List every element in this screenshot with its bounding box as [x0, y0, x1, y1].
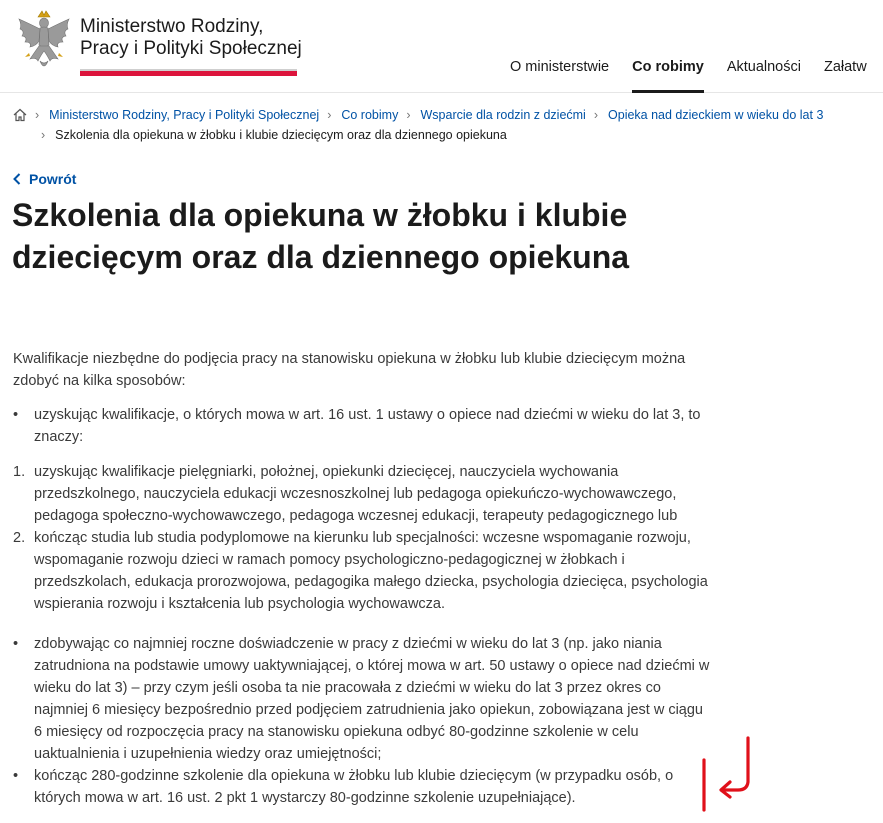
list-item	[13, 765, 713, 809]
flag-stripe	[80, 69, 297, 76]
chevron-left-icon	[13, 173, 21, 185]
main-nav	[510, 58, 883, 92]
chevron-right-icon: ›	[35, 108, 40, 122]
home-icon[interactable]	[13, 108, 27, 122]
list-item-text: kończąc 280-godzinne szkolenie dla opiekuna w żłobku lub klubie dziecięcym (w przypadku osób, o których mowa w art. 16 ust. 2 pkt 1 wystarczy 80-godzinne szkolenie uzupełniające).	[34, 768, 674, 806]
chevron-right-icon: ›	[593, 108, 599, 122]
nav-zalatw[interactable]: Załatw	[823, 59, 867, 75]
site-header	[0, 0, 883, 93]
list-item	[13, 633, 713, 765]
nav-co-robimy[interactable]: Co robimy	[632, 58, 704, 92]
bullet: •	[13, 768, 19, 784]
page-title: Szkolenia dla opiekuna w żłobku i klubie dziecięcym oraz dla dziennego opiekuna	[12, 197, 630, 275]
intro-text: Kwalifikacje niezbędne do podjęcia pracy na stanowisku opiekuna w żłobku lub klubie dziecięcym można zdobyć na kilka sposobów:	[13, 351, 686, 389]
numbered-item	[13, 461, 713, 527]
chevron-right-icon: ›	[406, 108, 411, 122]
annotation-arrow-icon	[698, 730, 758, 815]
breadcrumb	[13, 105, 883, 145]
breadcrumb-current: Szkolenia dla opiekuna w żłobku i klubie dziecięcym oraz dla dziennego opiekuna	[55, 128, 507, 142]
item-number: 2.	[13, 530, 26, 546]
list-item-text: uzyskując kwalifikacje, o których mowa w art. 16 ust. 1 ustawy o opiece nad dziećmi w wieku do lat 3, to znaczy:	[34, 407, 701, 445]
back-label: Powrót	[29, 171, 77, 187]
bullet: •	[13, 407, 19, 423]
breadcrumb-wsparcie[interactable]: Wsparcie dla rodzin z dziećmi	[420, 108, 586, 122]
chevron-right-icon: ›	[327, 108, 332, 122]
eagle-emblem-icon[interactable]	[16, 9, 72, 75]
back-link[interactable]	[13, 171, 76, 187]
breadcrumb-co-robimy[interactable]: Co robimy	[341, 108, 399, 122]
numbered-item	[13, 527, 713, 615]
logo-line-2: Pracy i Polityki Społecznej	[80, 38, 302, 59]
breadcrumb-ministry[interactable]: Ministerstwo Rodziny, Pracy i Polityki Społecznej	[49, 108, 320, 122]
nav-o-ministerstwie[interactable]: O ministerstwie	[510, 59, 610, 75]
bullet: •	[13, 636, 19, 652]
nav-aktualnosci[interactable]: Aktualności	[726, 59, 801, 75]
list-item	[13, 404, 713, 448]
logo-line-1: Ministerstwo Rodziny,	[80, 16, 264, 37]
item-number: 1.	[13, 464, 26, 480]
chevron-right-icon: ›	[41, 128, 46, 142]
list-item-text: zdobywając co najmniej roczne doświadczenie w pracy z dziećmi w wieku do lat 3 (np. jako niania zatrudniona na podstawie umowy uaktywniającej, o której mowa w art. 50 ustawy o opiece nad dziećmi w wieku do lat 3) – przy czym jeśli osoba ta nie pracowała z dziećmi w wieku do lat 3 przez okres co najmniej 6 miesięcy bezpośrednio przed podjęciem zatrudnienia jako opiekun, zobowiązana jest w ciągu 6 miesięcy od rozpoczęcia pracy na stanowisku opiekuna odbyć 80-godzinne szkolenie w celu uaktualnienia i uzupełnienia wiedzy oraz umiejętności;	[34, 636, 710, 762]
numbered-item-text: uzyskując kwalifikacje pielęgniarki, położnej, opiekunki dziecięcej, nauczyciela wychowania przedszkolnego, nauczyciela edukacji wczesnoszkolnej lub pedagoga opiekuńczo-wychowawczego, pedagoga społeczno-wychowawczego, pedagoga wczesnej edukacji, terapeuty pedagogicznego lub	[34, 464, 678, 524]
numbered-item-text: kończąc studia lub studia podyplomowe na kierunku lub specjalności: wczesne wspomaganie rozwoju, wspomaganie rozwoju dzieci w ramach pomocy psychologiczno-pedagogicznej w żłobkach i przedszkolach, edukacja prorozwojowa, pedagogika małego dziecka, psychologia dziecięca, psychologia wspierania rozwoju i kształcenia lub psychologia wychowawcza.	[34, 530, 708, 612]
ministry-name[interactable]	[80, 16, 302, 60]
breadcrumb-opieka[interactable]: Opieka nad dzieckiem w wieku do lat 3	[608, 108, 824, 122]
article-body	[13, 348, 713, 809]
